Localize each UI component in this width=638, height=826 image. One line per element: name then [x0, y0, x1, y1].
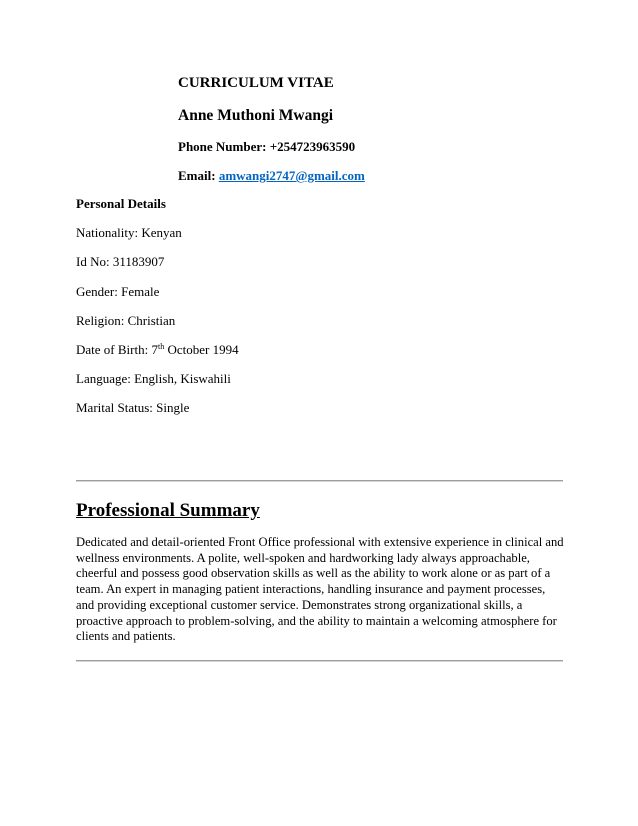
summary-line: clients and patients. [76, 629, 176, 644]
marital-status-line: Marital Status: Single [76, 400, 190, 415]
summary-line: team. An expert in managing patient interactions, handling insurance and payment processes, [76, 582, 546, 597]
nationality-line: Nationality: Kenyan [76, 225, 182, 240]
summary-line: and providing exceptional customer service. Demonstrates strong organizational skills, a [76, 597, 523, 612]
phone-line [178, 139, 355, 155]
document-title: CURRICULUM VITAE [178, 75, 334, 91]
email-link[interactable]: amwangi2747@gmail.com [218, 168, 365, 183]
language-line: Language: English, Kiswahili [76, 371, 231, 386]
date-of-birth-line [76, 342, 239, 358]
section-divider [76, 660, 563, 662]
email-line [178, 168, 365, 184]
email-label: Email: [178, 168, 219, 183]
gender-line: Gender: Female [76, 284, 160, 299]
candidate-name: Anne Muthoni Mwangi [178, 107, 334, 124]
summary-line: cheerful and possess good observation skills as well as the ability to work alone or as part of a [76, 566, 551, 581]
phone-label: Phone Number: [178, 139, 270, 154]
dob-prefix: Date of Birth: 7 [76, 342, 158, 357]
id-number-line: Id No: 31183907 [76, 254, 165, 269]
phone-number: +254723963590 [269, 139, 356, 154]
personal-details-heading: Personal Details [76, 196, 166, 211]
professional-summary-text [76, 535, 566, 645]
summary-line: proactive approach to problem-solving, and the ability to maintain a welcoming atmosphere for [76, 613, 557, 628]
religion-line: Religion: Christian [76, 313, 176, 328]
section-divider [76, 480, 563, 482]
dob-ordinal: th [157, 342, 165, 351]
professional-summary-heading: Professional Summary [76, 500, 260, 521]
summary-line: Dedicated and detail-oriented Front Office professional with extensive experience in clinical and [76, 535, 564, 549]
dob-suffix: October 1994 [164, 342, 239, 357]
summary-line: wellness environments. A polite, well-spoken and hardworking lady always approachable, [76, 550, 530, 565]
